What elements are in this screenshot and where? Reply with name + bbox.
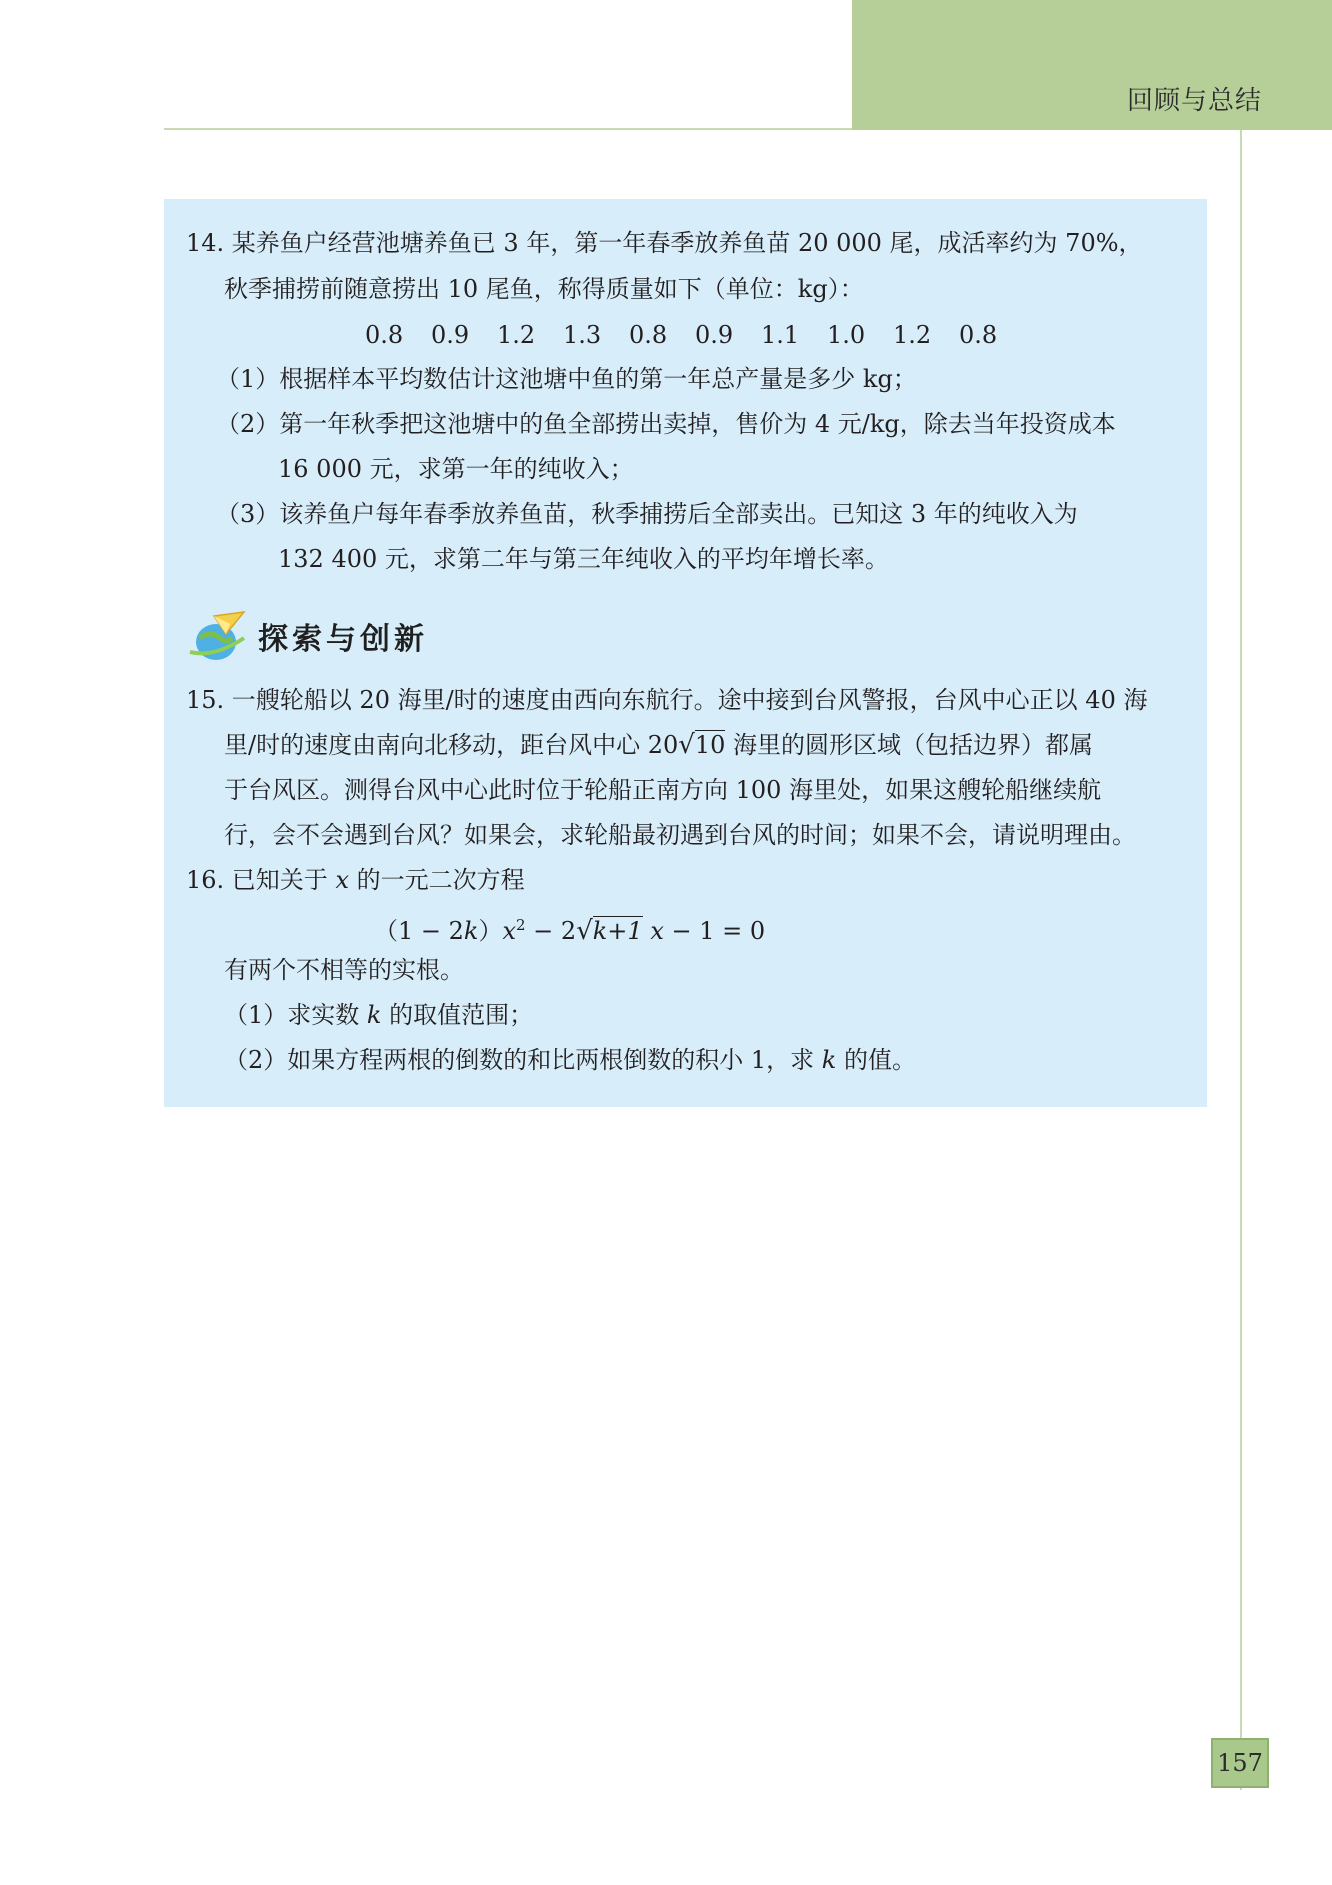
q14-weights xyxy=(365,320,1025,350)
sqrt-symbol: √ xyxy=(576,916,593,946)
weight-value: 1.2 xyxy=(893,321,932,349)
eq-exponent: 2 xyxy=(516,916,526,934)
weight-value: 0.8 xyxy=(629,321,668,349)
weight-value: 0.8 xyxy=(959,321,998,349)
q16-line1-text-b: 的一元二次方程 xyxy=(348,866,525,894)
weight-value: 1.1 xyxy=(761,321,800,349)
eq-radicand: k+1 xyxy=(592,917,643,945)
q15-line4: 行，会不会遇到台风？如果会，求轮船最初遇到台风的时间；如果不会，请说明理由。 xyxy=(224,821,1136,849)
sqrt-symbol: √ xyxy=(678,730,695,760)
q16-equation xyxy=(374,910,765,946)
q14-part2b: 16 000 元，求第一年的纯收入； xyxy=(278,455,634,483)
q15-line2-text-a: 里/时的速度由南向北移动，距台风中心 20 xyxy=(224,731,679,759)
eq-var-k: k xyxy=(463,917,479,945)
q14-line1: 14. 某养鱼户经营池塘养鱼已 3 年，第一年春季放养鱼苗 20 000 尾，成活率约为 70%， xyxy=(186,229,1143,257)
q16-part1-text-a: （1）求实数 xyxy=(224,1001,367,1029)
q16-line1 xyxy=(186,865,525,895)
q14-part2a: （2）第一年秋季把这池塘中的鱼全部捞出卖掉，售价为 4 元/kg，除去当年投资成本 xyxy=(216,410,1116,438)
eq-var-x: x xyxy=(642,917,664,945)
q16-part2-text-b: 的值。 xyxy=(836,1046,916,1074)
weight-value: 0.9 xyxy=(695,321,734,349)
q14-part1: （1）根据样本平均数估计这池塘中鱼的第一年总产量是多少 kg； xyxy=(216,365,917,393)
eq-var-x: x xyxy=(502,917,516,945)
q14-part3b: 132 400 元，求第二年与第三年纯收入的平均年增长率。 xyxy=(278,545,889,573)
weight-value: 1.2 xyxy=(497,321,536,349)
q15-line2 xyxy=(224,730,1093,760)
radicand: 10 xyxy=(694,731,726,759)
q16-line2: 有两个不相等的实根。 xyxy=(224,956,464,984)
margin-rule xyxy=(1240,130,1242,1790)
variable-k: k xyxy=(821,1046,837,1074)
q15-line2-text-b: 海里的圆形区域（包括边界）都属 xyxy=(725,731,1094,759)
variable-x: x xyxy=(335,866,349,894)
eq-part: − 1 = 0 xyxy=(663,917,766,945)
q16-part2-text-a: （2）如果方程两根的倒数的和比两根倒数的积小 1，求 xyxy=(224,1046,822,1074)
section-title: 探索与创新 xyxy=(258,622,428,657)
weight-value: 1.0 xyxy=(827,321,866,349)
q15-line3: 于台风区。测得台风中心此时位于轮船正南方向 100 海里处，如果这艘轮船继续航 xyxy=(224,776,1102,804)
eq-part: ） xyxy=(478,917,503,945)
eq-part: − 2 xyxy=(525,917,577,945)
weight-value: 1.3 xyxy=(563,321,602,349)
page-number: 157 xyxy=(1211,1738,1269,1788)
weight-value: 0.9 xyxy=(431,321,470,349)
weight-value: 0.8 xyxy=(365,321,404,349)
eq-part: （1 − 2 xyxy=(374,917,464,945)
q16-part2 xyxy=(224,1045,916,1075)
q14-line2: 秋季捕捞前随意捞出 10 尾鱼，称得质量如下（单位：kg）： xyxy=(224,275,864,303)
globe-plane-icon xyxy=(186,608,250,664)
q16-line1-text-a: 16. 已知关于 xyxy=(186,866,336,894)
q16-part1 xyxy=(224,1000,533,1030)
q15-line1: 15. 一艘轮船以 20 海里/时的速度由西向东航行。途中接到台风警报，台风中心正以 40 海 xyxy=(186,686,1148,714)
q16-part1-text-b: 的取值范围； xyxy=(381,1001,534,1029)
header-rule xyxy=(164,128,852,130)
chapter-title: 回顾与总结 xyxy=(1126,86,1262,116)
variable-k: k xyxy=(366,1001,382,1029)
q14-part3a: （3）该养鱼户每年春季放养鱼苗，秋季捕捞后全部卖出。已知这 3 年的纯收入为 xyxy=(216,500,1078,528)
